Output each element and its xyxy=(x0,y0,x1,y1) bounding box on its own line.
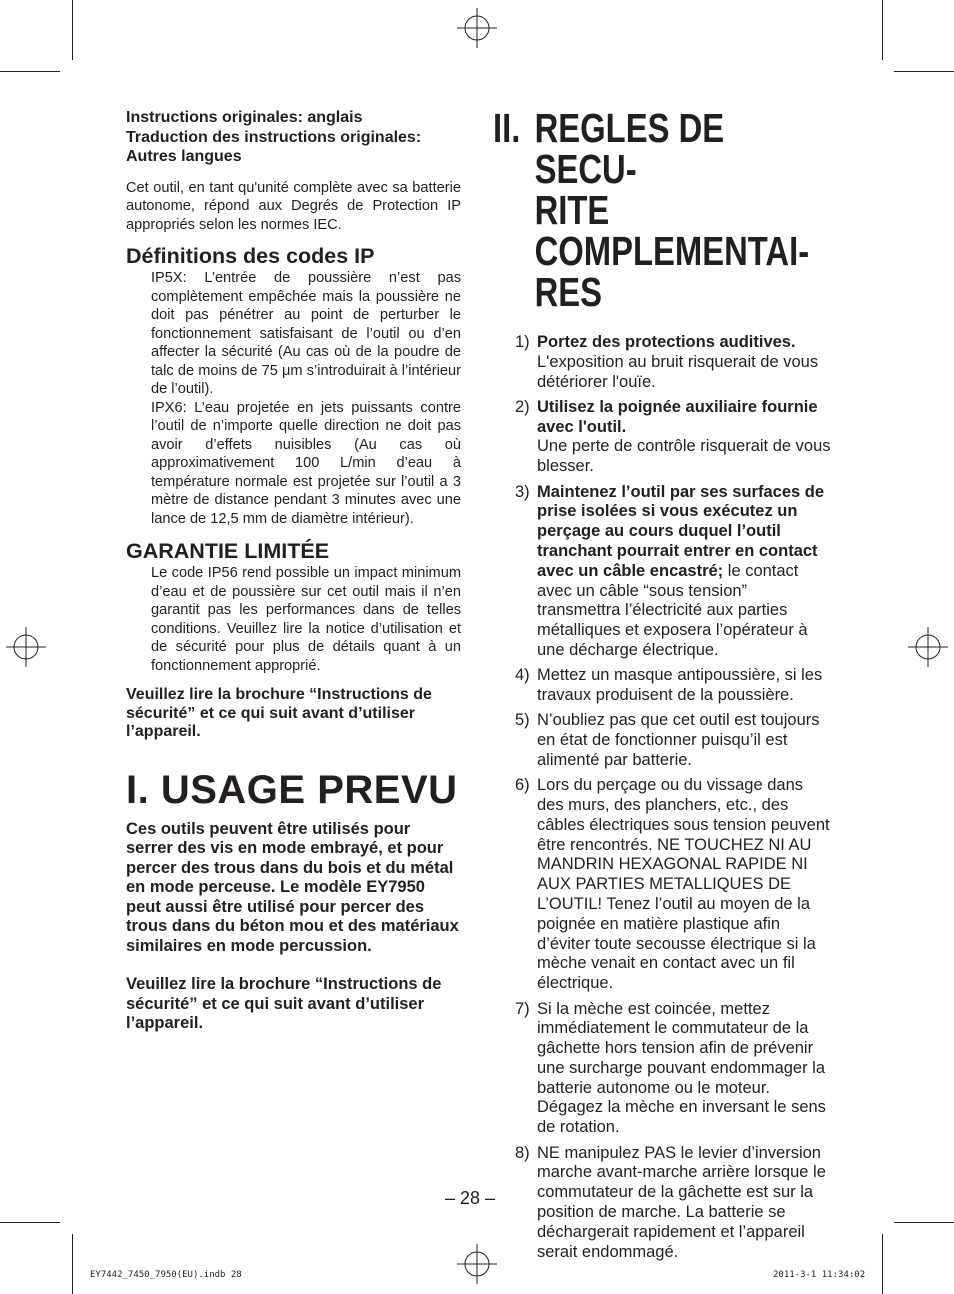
page-number: – 28 – xyxy=(445,1188,496,1208)
list-item xyxy=(493,333,831,392)
crop-mark xyxy=(0,71,60,72)
usage-heading: I. USAGE PREVU xyxy=(126,767,458,812)
item-bold-text: Portez des protections auditives. xyxy=(537,333,796,351)
item-number: 1) xyxy=(515,333,530,351)
footer-date: 2011-3-1 11:34:02 xyxy=(773,1270,866,1280)
item-text: N’oubliez pas que cet outil est toujours en état de fonctionner puisqu’il est alimenté par batterie. xyxy=(537,711,820,769)
heading-line: RITE COMPLEMENTAI- xyxy=(534,187,810,274)
item-text: Mettez un masque antipoussière, si les travaux produisent de la poussière. xyxy=(537,666,823,705)
item-bold-text: Utilisez la poignée auxiliaire fournie avec l'outil. xyxy=(537,397,818,436)
header-line: Autres langues xyxy=(126,148,242,165)
crop-mark xyxy=(0,1222,60,1223)
list-item xyxy=(493,398,831,477)
header-line: Instructions originales: anglais xyxy=(126,109,363,126)
ip-codes-definitions xyxy=(151,269,461,528)
heading-line: RES xyxy=(534,269,603,315)
item-text: Si la mèche est coincée, mettez immédiatement le commutateur de la gâchette hors tension afin de prévenir une surcharge pouvant endommager la batterie autonome ou le moteur. xyxy=(537,999,826,1097)
header-line: Traduction des instructions originales: xyxy=(126,128,422,146)
item-text: Une perte de contrôle risquerait de vous blesser. xyxy=(537,437,831,476)
heading-number: II. xyxy=(493,105,521,151)
crop-mark xyxy=(894,71,954,72)
item-text: L'exposition au bruit risquerait de vous détériorer l'ouïe. xyxy=(537,352,819,391)
list-item xyxy=(493,666,831,706)
registration-mark-icon xyxy=(457,1244,497,1284)
item-number: 2) xyxy=(515,397,530,416)
item-text: NE manipulez PAS le levier d’inversion marche avant-marche arrière lorsque le commutateur de la gâchette est sur la position de marche. La batterie se déchargerait rapidement et l’appareil serait endommagé. xyxy=(537,1143,826,1261)
warranty-text: Le code IP56 rend possible un impact minimum d’eau et de poussière sur cet outil mais il n’en garantit pas les performances dans de telles conditions. Veuillez lire la notice d’utilisation et de sécurité pour plus de détails quant à un fonctionnement approprié. xyxy=(151,565,461,674)
list-item xyxy=(493,483,831,661)
list-item xyxy=(493,1000,831,1139)
ipx6-definition: IPX6: L’eau projetée en jets puissants contre l’outil de n’importe quelle direction ne doit pas avoir d’effets nuisibles (Au cas où approximativement 100 L/min d’eau à température normale est projetée sur l’outil a 3 mètre de distance pendant 3 minutes avec une lance de 12,5 mm de diamètre intérieur). xyxy=(151,399,461,527)
ip-codes-heading: Définitions des codes IP xyxy=(126,244,375,268)
footer-filename: EY7442_7450_7950(EU).indb 28 xyxy=(90,1270,242,1280)
list-item xyxy=(493,1144,831,1263)
ip5x-definition: IP5X: L’entrée de poussière n’est pas complètement empêchée mais la poussière ne doit pas pénétrer au point de perturber le fonctionnement satisfaisant de l’outil ou d’en affecter la sécurité (Au cas où de la poudre de talc de moins de 75 μm s’introduirait à l’intérieur de l’outil). xyxy=(151,270,461,397)
crop-mark xyxy=(894,1222,954,1223)
left-column xyxy=(126,108,461,1034)
original-instructions-header xyxy=(126,108,461,167)
crop-mark xyxy=(882,1234,883,1294)
read-notice: Veuillez lire la brochure “Instructions de sécurité” et ce qui suit avant d’utiliser l’appareil. xyxy=(126,686,432,740)
item-number: 3) xyxy=(515,482,530,501)
registration-mark-icon xyxy=(908,627,948,667)
item-number: 4) xyxy=(515,666,530,685)
safety-rules-list xyxy=(493,333,831,1262)
registration-mark-icon xyxy=(6,627,46,667)
heading-line: REGLES DE SECU- xyxy=(534,105,725,192)
crop-mark xyxy=(72,1234,73,1294)
right-column xyxy=(493,105,831,1268)
warranty-heading: GARANTIE LIMITÉE xyxy=(126,539,330,563)
item-number: 8) xyxy=(515,1143,530,1162)
list-item xyxy=(493,776,831,994)
warranty-block xyxy=(151,564,461,675)
safety-rules-heading xyxy=(493,105,829,315)
usage-text: Ces outils peuvent être utilisés pour serrer des vis en mode embrayé, et pour percer des trous dans du bois et du métal en mode perceuse. Le modèle EY7950 peut aussi être utilisé pour percer des trous dans du béton mou et des matériaux similaires en mode percussion. xyxy=(126,819,459,955)
item-number: 7) xyxy=(515,999,530,1018)
item-text: Lors du perçage ou du vissage dans des murs, des planchers, etc., des câbles électriques sous tension peuvent être rencontrés. NE TOUCHEZ NI AU MANDRIN HEXAGONAL RAPIDE NI AUX PARTIES METALLIQUES DE L’OUTIL! Tenez l’outil au moyen de la poignée en matière plastique afin d’éviter toute secousse électrique si la mèche venait en contact avec un fil électrique. xyxy=(537,776,830,993)
read-notice: Veuillez lire la brochure “Instructions de sécurité” et ce qui suit avant d’utiliser l’appareil. xyxy=(126,975,442,1032)
crop-mark xyxy=(72,0,73,60)
list-item xyxy=(493,711,831,770)
item-bold-text: Maintenez l’outil par ses surfaces de prise isolées si vous exécutez un perçage au cours duquel l’outil tranchant pourrait entrer en contact avec un câble encastré; xyxy=(537,482,825,580)
item-number: 6) xyxy=(515,776,530,795)
intro-paragraph: Cet outil, en tant qu'unité complète avec sa batterie autonome, répond aux Degrés de Protection IP appropriés selon les normes IEC. xyxy=(126,179,461,233)
item-extra-text: Dégagez la mèche en inversant le sens de rotation. xyxy=(537,1098,826,1137)
registration-mark-icon xyxy=(457,8,497,48)
item-text: le contact avec un câble “sous tension” transmettra l’électricité aux parties métalliques et exposera l’opérateur à une décharge électrique. xyxy=(537,561,808,659)
item-number: 5) xyxy=(515,711,530,730)
crop-mark xyxy=(882,0,883,60)
